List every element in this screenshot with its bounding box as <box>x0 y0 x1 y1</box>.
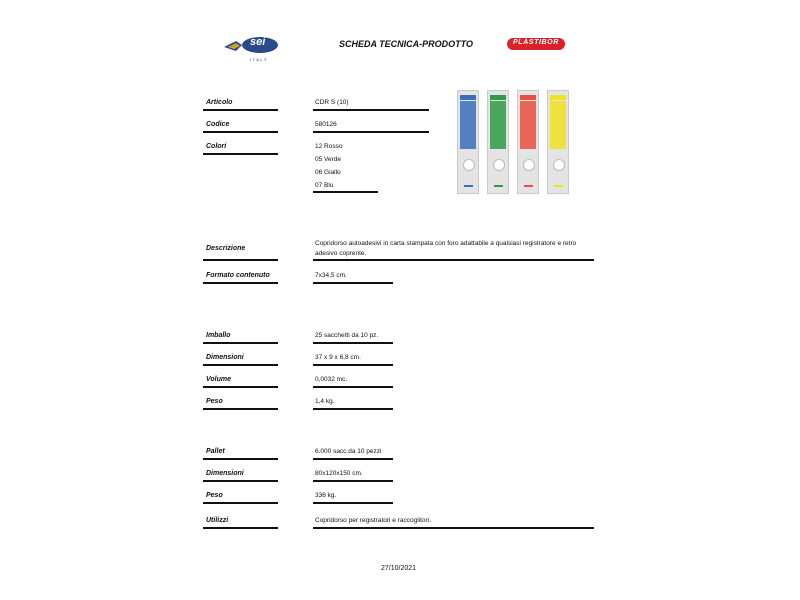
field-label-peso-pallet: Peso <box>206 492 223 499</box>
footer-date: 27/10/2021 <box>381 565 417 572</box>
label-underline <box>203 342 278 344</box>
field-label-imballo: Imballo <box>206 332 231 339</box>
sei-logo <box>222 33 282 65</box>
label-underline <box>203 527 278 529</box>
swatch-hole <box>463 159 475 171</box>
value-underline <box>313 259 594 261</box>
field-label-descrizione: Descrizione <box>206 245 246 252</box>
field-label-articolo: Articolo <box>206 99 233 106</box>
value-underline <box>313 282 393 284</box>
label-underline <box>203 131 278 133</box>
value-underline <box>313 109 429 111</box>
field-value-colori-4: 07 Blu <box>315 182 334 189</box>
value-underline <box>313 527 594 529</box>
field-value-imballo: 25 sacchetti da 10 pz. <box>315 332 379 339</box>
product-swatch-green <box>487 90 509 194</box>
field-label-volume: Volume <box>206 376 232 383</box>
label-underline <box>203 408 278 410</box>
field-value-descrizione-line1: Copridorso autoadesivi in carta stampata con foro adattabile a qualsiasi registratore e retro <box>315 240 577 247</box>
swatch-band <box>550 101 566 149</box>
swatch-mark <box>524 185 533 187</box>
label-underline <box>203 480 278 482</box>
field-label-dimensioni: Dimensioni <box>206 354 244 361</box>
field-label-peso: Peso <box>206 398 223 405</box>
swatch-band <box>520 101 536 149</box>
label-underline <box>203 458 278 460</box>
label-underline <box>203 109 278 111</box>
swatch-mark <box>464 185 473 187</box>
field-value-volume: 0,0032 mc. <box>315 376 348 383</box>
label-underline <box>203 259 278 261</box>
product-swatch-blue <box>457 90 479 194</box>
swatch-band <box>490 101 506 149</box>
field-label-utilizzi: Utilizzi <box>206 517 229 524</box>
field-value-utilizzi: Copridorso per registratori e raccoglitori. <box>315 517 431 524</box>
label-underline <box>203 386 278 388</box>
value-underline <box>313 342 393 344</box>
field-label-colori: Colori <box>206 143 227 150</box>
field-value-dimensioni-pallet: 80x120x150 cm. <box>315 470 363 477</box>
field-label-dimensioni-pallet: Dimensioni <box>206 470 244 477</box>
swatch-tab <box>490 95 506 100</box>
label-underline <box>203 282 278 284</box>
value-underline <box>313 408 393 410</box>
value-underline <box>313 458 393 460</box>
label-underline <box>203 364 278 366</box>
product-swatch-yellow <box>547 90 569 194</box>
document-title: SCHEDA TECNICA-PRODOTTO <box>339 39 474 49</box>
field-value-formato: 7x34,5 cm. <box>315 272 347 279</box>
field-label-formato: Formato contenuto <box>206 272 270 279</box>
field-value-articolo: CDR S (10) <box>315 99 349 106</box>
field-value-peso: 1,4 kg. <box>315 398 335 405</box>
field-value-dimensioni: 37 x 9 x 6,8 cm. <box>315 354 361 361</box>
field-value-peso-pallet: 336 kg. <box>315 492 337 499</box>
label-underline <box>203 153 278 155</box>
field-value-colori-2: 05 Verde <box>315 156 342 163</box>
sei-logo-subtext: ITALY <box>250 57 269 62</box>
value-underline <box>313 480 393 482</box>
swatch-mark <box>554 185 563 187</box>
swatch-hole <box>493 159 505 171</box>
label-underline <box>203 502 278 504</box>
field-label-codice: Codice <box>206 121 230 128</box>
swatch-hole <box>553 159 565 171</box>
plastibor-logo-text: PLASTIBOR <box>513 39 559 46</box>
swatch-hole <box>523 159 535 171</box>
swatch-tab <box>520 95 536 100</box>
swatch-mark <box>494 185 503 187</box>
field-value-colori-3: 06 Giallo <box>315 169 341 176</box>
field-value-colori-1: 12 Rosso <box>315 143 343 150</box>
value-underline <box>313 364 393 366</box>
value-underline <box>313 502 393 504</box>
value-underline <box>313 386 393 388</box>
field-value-pallet: 6.000 sacc.da 10 pezzi <box>315 448 382 455</box>
field-label-pallet: Pallet <box>206 448 225 455</box>
product-swatch-red <box>517 90 539 194</box>
value-underline <box>313 191 378 193</box>
plastibor-logo <box>506 37 566 51</box>
swatch-tab <box>550 95 566 100</box>
field-value-codice: 580126 <box>315 121 337 128</box>
swatch-band <box>460 101 476 149</box>
sei-logo-text: sei <box>250 36 266 48</box>
value-underline <box>313 131 429 133</box>
swatch-tab <box>460 95 476 100</box>
field-value-descrizione-line2: adesivo coprente. <box>315 250 367 257</box>
